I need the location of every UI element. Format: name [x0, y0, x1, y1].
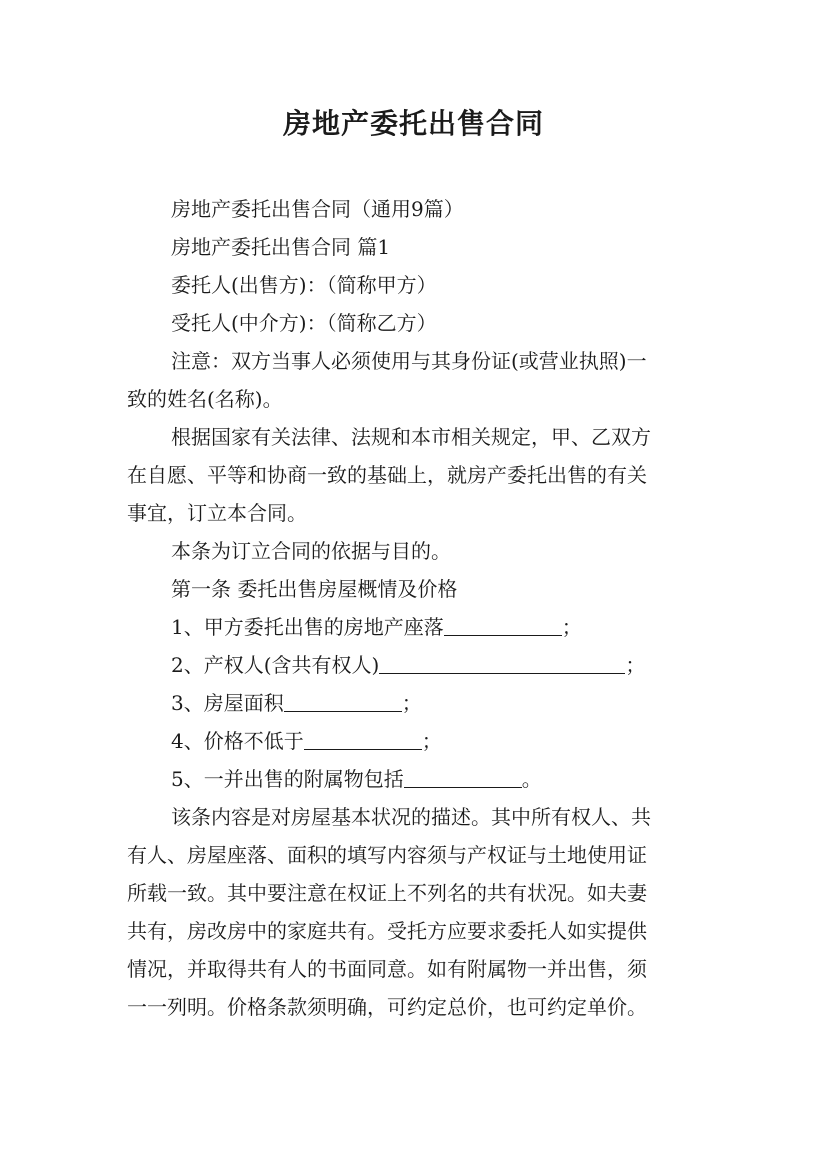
explanation-line-3: 所载一致。其中要注意在权证上不列名的共有状况。如夫妻	[127, 881, 647, 905]
item-label: 4、价格不低于	[171, 729, 304, 753]
explanation-line-1: 该条内容是对房屋基本状况的描述。其中所有权人、共	[171, 805, 651, 829]
document-body	[127, 190, 703, 1026]
document-title: 房地产委托出售合同	[282, 107, 544, 140]
item-end: 。	[521, 767, 542, 791]
item-attachments	[127, 760, 703, 798]
item-label: 3、房屋面积	[171, 691, 284, 715]
item-end: ；	[625, 653, 646, 677]
party-a-line: 委托人(出售方)：（简称甲方）	[171, 273, 437, 297]
notice-line-1: 注意：双方当事人必须使用与其身份证(或营业执照)一	[171, 349, 647, 373]
fill-in-blank[interactable]	[284, 691, 402, 712]
section-heading: 房地产委托出售合同 篇1	[171, 235, 391, 259]
item-label: 1、甲方委托出售的房地产座落	[171, 615, 444, 639]
subtitle-line: 房地产委托出售合同（通用9篇）	[171, 197, 464, 221]
item-location	[127, 608, 703, 646]
item-end: ；	[421, 729, 442, 753]
explanation-line-6: 一一列明。价格条款须明确，可约定总价，也可约定单价。	[127, 995, 647, 1019]
item-end: ；	[401, 691, 422, 715]
explanation-line-4: 共有，房改房中的家庭共有。受托方应要求委托人如实提供	[127, 919, 647, 943]
item-label: 5、一并出售的附属物包括	[171, 767, 404, 791]
basis-line-1: 根据国家有关法律、法规和本市相关规定，甲、乙双方	[171, 425, 651, 449]
purpose-line: 本条为订立合同的依据与目的。	[171, 539, 451, 563]
fill-in-blank[interactable]	[379, 653, 625, 674]
item-price	[127, 722, 703, 760]
explanation-line-5: 情况，并取得共有人的书面同意。如有附属物一并出售，须	[127, 957, 647, 981]
fill-in-blank[interactable]	[404, 767, 522, 788]
item-end: ；	[561, 615, 582, 639]
fill-in-blank[interactable]	[304, 729, 422, 750]
item-area	[127, 684, 703, 722]
article-one-heading: 第一条 委托出售房屋概情及价格	[171, 577, 458, 601]
basis-line-2: 在自愿、平等和协商一致的基础上，就房产委托出售的有关	[127, 463, 647, 487]
explanation-line-2: 有人、房屋座落、面积的填写内容须与产权证与土地使用证	[127, 843, 647, 867]
notice-line-2: 致的姓名(名称)。	[127, 387, 283, 411]
item-owner	[127, 646, 703, 684]
party-b-line: 受托人(中介方)：（简称乙方）	[171, 311, 437, 335]
basis-line-3: 事宜，订立本合同。	[127, 501, 307, 525]
fill-in-blank[interactable]	[444, 615, 562, 636]
item-label: 2、产权人(含共有权人)	[171, 653, 380, 677]
